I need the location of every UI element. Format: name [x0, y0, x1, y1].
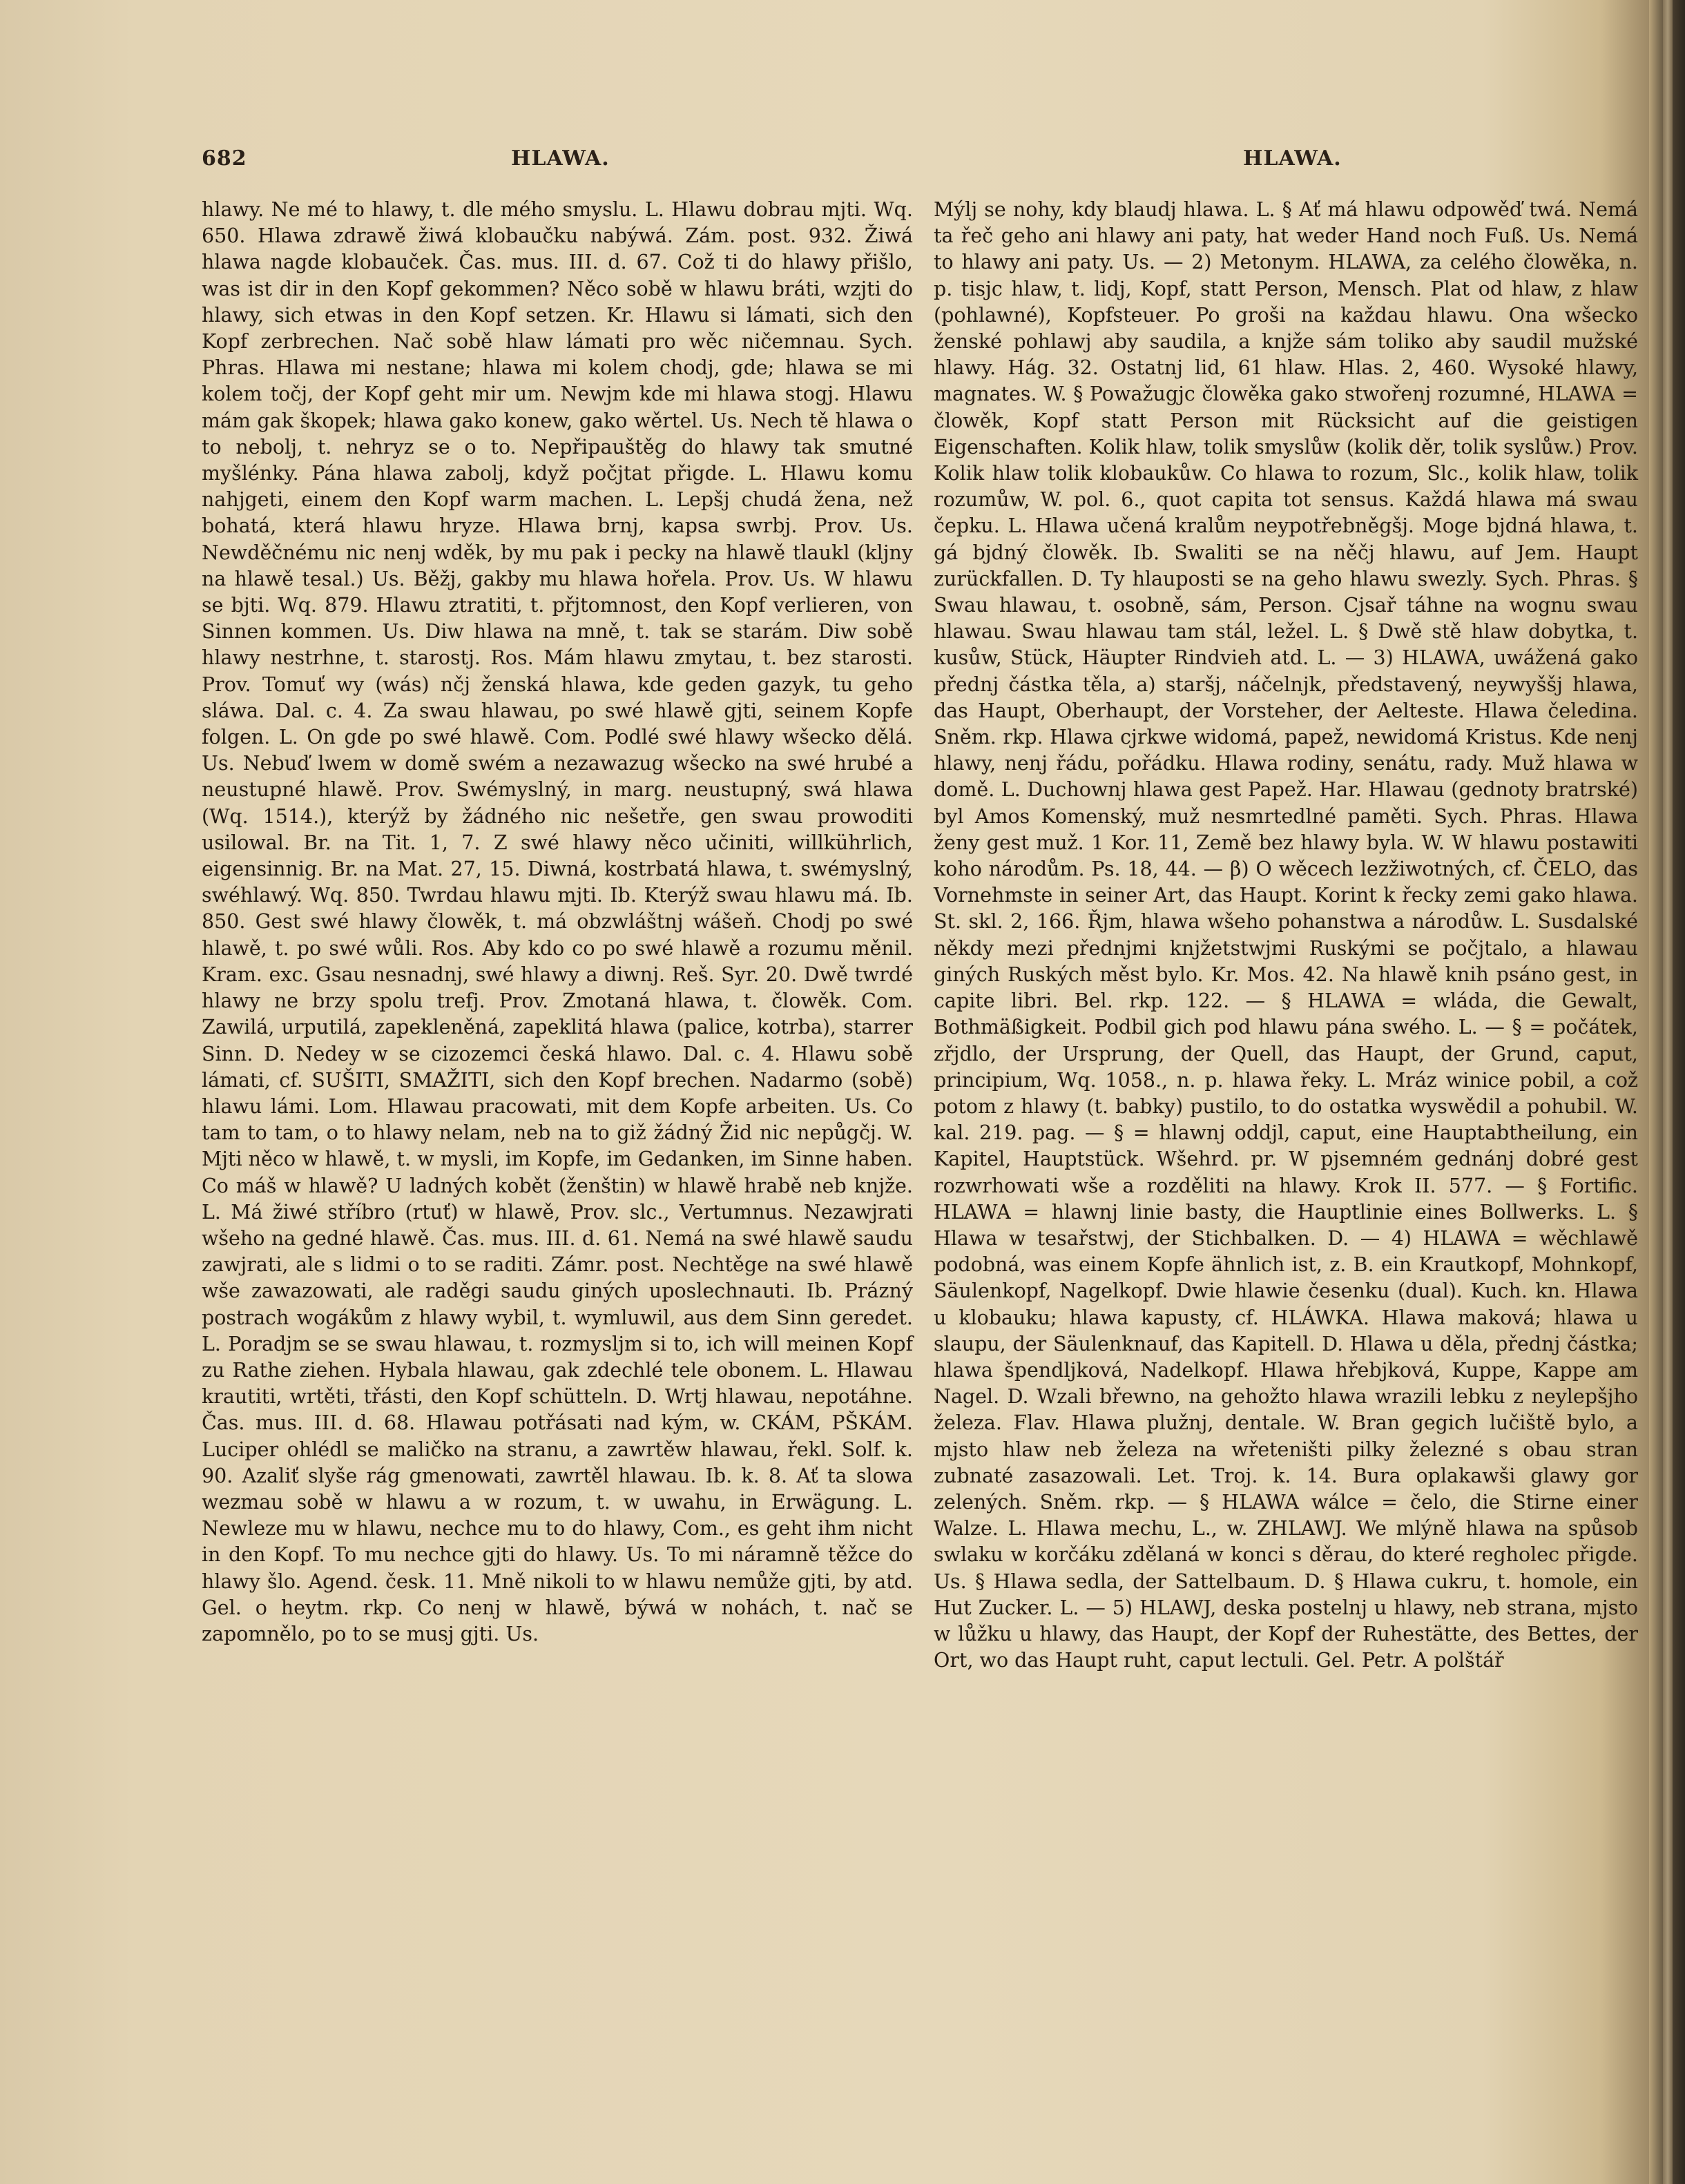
left-running-head: HLAWA.: [511, 146, 610, 171]
right-running-head: HLAWA.: [1243, 146, 1342, 171]
right-text-column: [934, 197, 1638, 2158]
book-binding-edge: [1663, 0, 1673, 2184]
left-text-column: [202, 197, 913, 2158]
left-column-text: hlawy. Ne mé to hlawy, t. dle mého smyslu. L. Hlawu dobrau mjti. Wq. 650. Hlawa zdrawě žiwá klobaučku nabýwá. Zám. post. 932. Žiwá hlawa nagde klobauček. Čas. mus. III. d. 67. Což ti do hlawy přišlo, was ist dir in den Kopf gekommen? Něco sobě w hlawu bráti, wzjti do hlawy, sich etwas in den Kopf setzen. Kr. Hlawu si lámati, sich den Kopf zerbrechen. Nač sobě hlaw lámati pro wěc ničemnau. Sych. Phras. Hlawa mi nestane; hlawa mi kolem chodj, gde; hlawa se mi kolem točj, der Kopf geht mir um. Newjm kde mi hlawa stogj. Hlawu mám gak škopek; hlawa gako konew, gako wěrtel. Us. Nech tě hlawa o to nebolj, t. nehryz se o to. Nepřipauštěg do hlawy tak smutné myšlénky. Pána hlawa zabolj, když počjtat přigde. L. Hlawu komu nahjgeti, einem den Kopf warm machen. L. Lepšj chudá žena, než bohatá, která hlawu hryze. Hlawa brnj, kapsa swrbj. Prov. Us. Newděčnému nic nenj wděk, by mu pak i pecky na hlawě tlaukl (kljny na hlawě tesal.) Us. Běžj, gakby mu hlawa hořela. Prov. Us. W hlawu se bjti. Wq. 879. Hlawu ztratiti, t. přjtomnost, den Kopf verlieren, von Sinnen kommen. Us. Diw hlawa na mně, t. tak se starám. Diw sobě hlawy nestrhne, t. starostj. Ros. Mám hlawu zmytau, t. bez starosti. Prov. Tomuť wy (wás) nčj ženská hlawa, kde geden gazyk, tu geho sláwa. Dal. c. 4. Za swau hlawau, po swé hlawě gjti, seinem Kopfe folgen. L. On gde po swé hlawě. Com. Podlé swé hlawy wšecko dělá. Us. Nebuď lwem w domě swém a nezawazug wšecko na swé hrubé a neustupné hlawě. Prov. Swémyslný, in marg. neustupný, swá hlawa (Wq. 1514.), kterýž by žádného nic nešetře, gen swau prowoditi usilowal. Br. na Tit. 1, 7. Z swé hlawy něco učiniti, willkührlich, eigensinnig. Br. na Mat. 27, 15. Diwná, kostrbatá hlawa, t. swémyslný, swéhlawý. Wq. 850. Twrdau hlawu mjti. Ib. Kterýž swau hlawu má. Ib. 850. Gest swé hlawy člowěk, t. má obzwláštnj wášeň. Chodj po swé hlawě, t. po swé wůli. Ros. Aby kdo co po swé hlawě a rozumu měnil. Kram. exc. Gsau nesnadnj, swé hlawy a diwnj. Reš. Syr. 20. Dwě twrdé hlawy ne brzy spolu trefj. Prov. Zmotaná hlawa, t. člowěk. Com. Zawilá, urputilá, zapekleněná, zapeklitá hlawa (palice, kotrba), starrer Sinn. D. Nedey w se cizozemci česká hlawo. Dal. c. 4. Hlawu sobě lámati, cf. SUŠITI, SMAŽITI, sich den Kopf brechen. Nadarmo (sobě) hlawu lámi. Lom. Hlawau pracowati, mit dem Kopfe arbeiten. Us. Co tam to tam, o to hlawy nelam, neb na to giž žádný Žid nic nepůgčj. W. Mjti něco w hlawě, t. w mysli, im Kopfe, im Gedanken, im Sinne haben. Co máš w hlawě? U ladných kobět (ženštin) w hlawě hrabě neb knjže. L. Má žiwé stříbro (rtuť) w hlawě, Prov. slc., Vertumnus. Nezawjrati wšeho na gedné hlawě. Čas. mus. III. d. 61. Nemá na swé hlawě saudu zawjrati, ale s lidmi o to se raditi. Zámr. post. Nechtěge na swé hlawě wše zawazowati, ale raděgi saudu giných uposlechnauti. Ib. Prázný postrach wogákům z hlawy wybil, t. wymluwil, aus dem Sinn geredet. L. Poradjm se se swau hlawau, t. rozmysljm si to, ich will meinen Kopf zu Rathe ziehen. Hybala hlawau, gak zdechlé tele obonem. L. Hlawau krautiti, wrtěti, třásti, den Kopf schütteln. D. Wrtj hlawau, nepotáhne. Čas. mus. III. d. 68. Hlawau potřásati nad kým, w. CKÁM, PŠKÁM. Luciper ohlédl se maličko na stranu, a zawrtěw hlawau, řekl. Solf. k. 90. Azaliť slyše rág gmenowati, zawrtěl hlawau. Ib. k. 8. Ať ta slowa wezmau sobě w hlawu a w rozum, t. w uwahu, in Erwägung. L. Newleze mu w hlawu, nechce mu to do hlawy, Com., es geht ihm nicht in den Kopf. To mu nechce gjti do hlawy. Us. To mi náramně těžce do hlawy šlo. Agend. česk. 11. Mně nikoli to w hlawu nemůže gjti, by atd. Gel. o heytm. rkp. Co nenj w hlawě, býwá w nohách, t. nač se zapomnělo, po to se musj gjti. Us.: [202, 198, 913, 1645]
page-number: 682: [202, 146, 247, 171]
right-column-text: Mýlj se nohy, kdy blaudj hlawa. L. § Ať má hlawu odpowěď twá. Nemá ta řeč geho ani hlawy ani paty, hat weder Hand noch Fuß. Us. Nemá to hlawy ani paty. Us. — 2) Metonym. HLAWA, za celého člowěka, n. p. tisjc hlaw, t. lidj, Kopf, statt Person, Mensch. Plat od hlaw, z hlaw (pohlawné), Kopfsteuer. Po groši na každau hlawu. Ona wšecko ženské pohlawj aby saudila, a knjže sám toliko aby saudil mužské hlawy. Hág. 32. Ostatnj lid, 61 hlaw. Hlas. 2, 460. Wysoké hlawy, magnates. W. § Powažugjc člowěka gako stwořenj rozumné, HLAWA = člowěk, Kopf statt Person mit Rücksicht auf die geistigen Eigenschaften. Kolik hlaw, tolik smyslůw (kolik děr, tolik syslůw.) Prov. Kolik hlaw tolik klobaukůw. Co hlawa to rozum, Slc., kolik hlaw, tolik rozumůw, W. pol. 6., quot capita tot sensus. Každá hlawa má swau čepku. L. Hlawa učená kralům neypotřebněgšj. Moge bjdná hlawa, t. gá bjdný člowěk. Ib. Swaliti se na něčj hlawu, auf Jem. Haupt zurückfallen. D. Ty hlauposti se na geho hlawu swezly. Sych. Phras. § Swau hlawau, t. osobně, sám, Person. Cjsař táhne na wognu swau hlawau. Swau hlawau tam stál, ležel. L. § Dwě stě hlaw dobytka, t. kusůw, Stück, Häupter Rindvieh atd. L. — 3) HLAWA, uwážená gako přednj částka těla, a) staršj, náčelnjk, představený, neywyššj hlawa, das Haupt, Oberhaupt, der Vorsteher, der Aelteste. Hlawa čeledina. Sněm. rkp. Hlawa cjrkwe widomá, papež, newidomá Kristus. Kde nenj hlawy, nenj řádu, pořádku. Hlawa rodiny, senátu, rady. Muž hlawa w domě. L. Duchownj hlawa gest Papež. Har. Hlawau (gednoty bratrské) byl Amos Komenský, muž nesmrtedlné paměti. Sych. Phras. Hlawa ženy gest muž. 1 Kor. 11, Země bez hlawy byla. W. W hlawu postawiti koho národům. Ps. 18, 44. — β) O wěcech lezžiwotných, cf. ČELO, das Vornehmste in seiner Art, das Haupt. Korint k řecky zemi gako hlawa. St. skl. 2, 166. Řjm, hlawa wšeho pohanstwa a národůw. L. Susdalské někdy mezi přednjmi knjžetstwjmi Ruskými se počjtalo, a hlawau giných Ruských měst bylo. Kr. Mos. 42. Na hlawě knih psáno gest, in capite libri. Bel. rkp. 122. — § HLAWA = wláda, die Gewalt, Bothmäßigkeit. Podbil gich pod hlawu pána swého. L. — § = počátek, zřjdlo, der Ursprung, der Quell, das Haupt, der Grund, caput, principium, Wq. 1058., n. p. hlawa řeky. L. Mráz winice pobil, a což potom z hlawy (t. babky) pustilo, to do ostatka wyswědil a pohubil. W. kal. 219. pag. — § = hlawnj oddjl, caput, eine Hauptabtheilung, ein Kapitel, Hauptstück. Wšehrd. pr. W pjsemném gednánj dobré gest rozwrhowati wše a rozděliti na hlawy. Krok II. 577. — § Fortific. HLAWA = hlawnj linie basty, die Hauptlinie eines Bollwerks. L. § Hlawa w tesařstwj, der Stichbalken. D. — 4) HLAWA = wěchlawě podobná, was einem Kopfe ähnlich ist, z. B. ein Krautkopf, Mohnkopf, Säulenkopf, Nagelkopf. Dwie hlawie česenku (dual). Kuch. kn. Hlawa u klobauku; hlawa kapusty, cf. HLÁWKA. Hlawa maková; hlawa u slaupu, der Säulenknauf, das Kapitell. D. Hlawa u děla, přednj částka; hlawa špendljková, Nadelkopf. Hlawa hřebjková, Kuppe, Kappe am Nagel. D. Wzali břewno, na gehožto hlawa wrazili lebku z neylepšjho železa. Flav. Hlawa plužnj, dentale. W. Bran gegich lučiště bylo, a mjsto hlaw neb železa na wřeteništi pilky železné s obau stran zubnaté zasazowali. Let. Troj. k. 14. Bura oplakawši glawy gor zelených. Sněm. rkp. — § HLAWA wálce = čelo, die Stirne einer Walze. L. Hlawa mechu, L., w. ZHLAWJ. We mlýně hlawa na spůsob swlaku w korčáku zdělaná w konci s děrau, do které regholec přigde. Us. § Hlawa sedla, der Sattelbaum. D. § Hlawa cukru, t. homole, ein Hut Zucker. L. — 5) HLAWJ, deska postelnj u hlawy, neb strana, mjsto w lůžku u hlawy, das Haupt, der Kopf der Ruhestätte, des Bettes, der Ort, wo das Haupt ruht, caput lectuli. Gel. Petr. A polštář: [934, 198, 1638, 1672]
